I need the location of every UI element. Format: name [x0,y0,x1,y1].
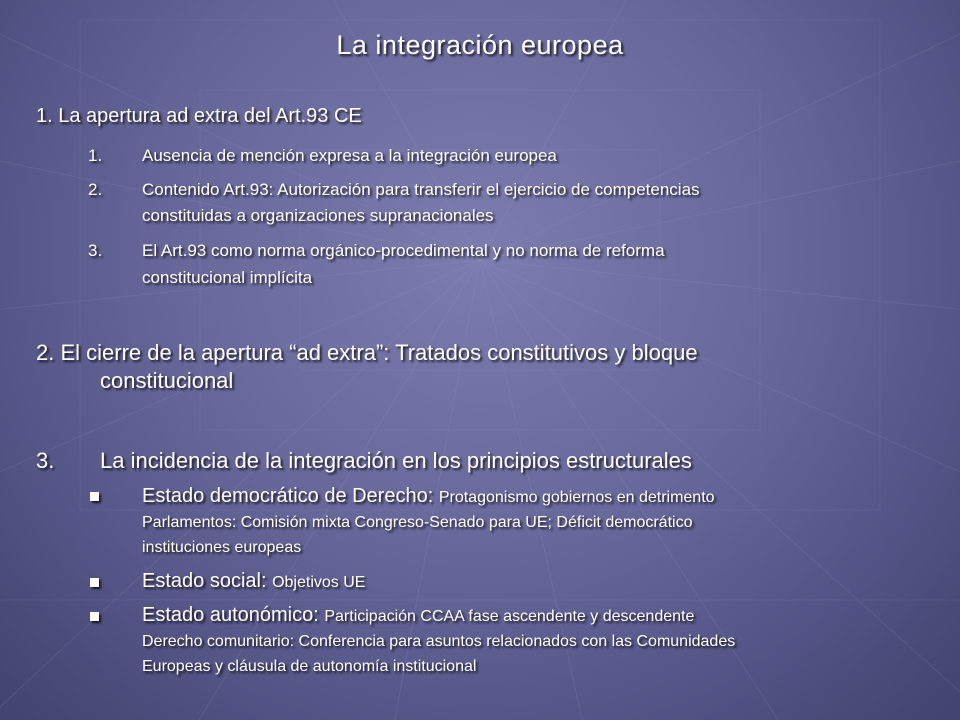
section-3-number: 3. [36,448,55,473]
section-3-bullet-1-lead: Estado democrático de Derecho: [142,485,439,507]
section-2-heading-line-1: 2. El cierre de la apertura “ad extra”: Tratados constitutivos y bloque [36,340,698,365]
section-1-heading: 1. La apertura ad extra del Art.93 CE [36,105,362,127]
section-1-item-2-text-line-1: Contenido Art.93: Autorización para transferir el ejercicio de competencias [142,180,700,199]
section-1-item-2-text-line-2: constituidas a organizaciones supranacionales [142,206,494,225]
section-3-bullet-1-line-2: Parlamentos: Comisión mixta Congreso-Senado para UE; Déficit democrático [142,514,693,531]
section-1-item-1-number: 1. [88,146,103,165]
bullet-square-icon [90,492,99,501]
section-3-heading: La incidencia de la integración en los principios estructurales [100,448,692,473]
slide-title: La integración europea [336,30,624,60]
section-3-bullet-3-line-2: Derecho comunitario: Conferencia para asuntos relacionados con las Comunidades [142,633,736,650]
section-3-bullet-3-lead: Estado autonómico: [142,604,325,626]
section-3-bullet-3-rest: Participación CCAA fase ascendente y descendente [324,608,695,625]
section-3-bullet-2-lead: Estado social: [142,570,273,592]
section-3-bullet-3-line-1 [142,604,694,627]
section-3-bullet-1-line-3: instituciones europeas [142,539,302,556]
section-3-bullet-3-line-3: Europeas y cláusula de autonomía institucional [142,658,477,675]
section-1-item-3-text-line-2: constitucional implícita [142,268,313,287]
section-1-item-2-number: 2. [88,180,103,199]
section-2-heading-line-2: constitucional [100,368,234,393]
section-3-bullet-1-rest: Protagonismo gobiernos en detrimento [438,489,715,506]
bullet-square-icon [90,612,99,621]
bullet-square-icon [90,578,99,587]
section-1-item-1-text: Ausencia de mención expresa a la integración europea [142,146,557,165]
section-3-bullet-2-line-1 [142,570,365,593]
section-1-item-3-text-line-1: El Art.93 como norma orgánico-procedimental y no norma de reforma [142,241,665,260]
section-1-item-3-number: 3. [88,241,103,260]
section-3-bullet-2-rest: Objetivos UE [272,574,366,591]
section-3-bullet-1-line-1 [142,485,715,508]
